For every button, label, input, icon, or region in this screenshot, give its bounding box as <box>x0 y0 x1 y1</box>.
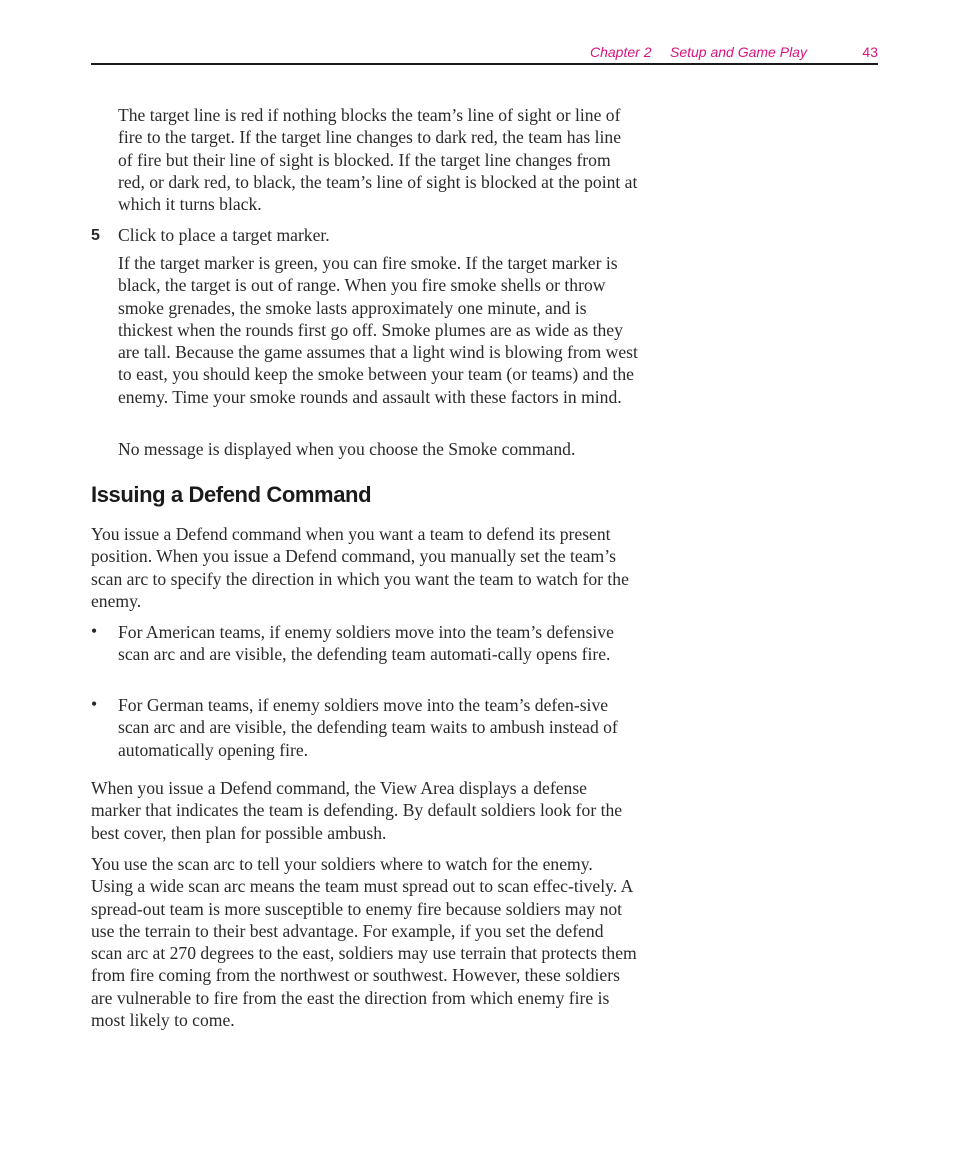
paragraph-defense-marker <box>91 777 639 844</box>
paragraph-target-marker <box>118 252 638 408</box>
paragraph-text: You use the scan arc to tell your soldiers where to watch for the enemy. Using a wide scan arc means the team must spread out to scan effec-tively. A spread-out team is more susceptible to enemy fire because soldiers may not use the terrain to their best advantage. For example, if you set the defend scan arc at 270 degrees to the east, soldiers may use terrain that protects them from fire coming from the northwest or southwest. However, these soldiers are vulnerable to fire from the east the direction from which enemy fire is most likely to come. <box>91 854 637 1031</box>
paragraph-scan-arc <box>91 853 639 1031</box>
bullet-text: For German teams, if enemy soldiers move into the team’s defen-sive scan arc and are visible, the defending team waits to ambush instead of automatically opening fire. <box>118 695 618 760</box>
paragraph-text: The target line is red if nothing blocks the team’s line of sight or line of fire to the target. If the target line changes to dark red, the team has line of fire but their line of sight is blocked. If the target line changes from red, or dark red, to black, the team’s line of sight is blocked at the point at which it turns black. <box>118 105 638 215</box>
running-header <box>91 44 878 64</box>
paragraph-target-line <box>118 104 638 215</box>
paragraph-text: You issue a Defend command when you want a team to defend its present position. When you issue a Defend command, you manually set the team’s scan arc to specify the direction in which you want the team to watch for the enemy. <box>91 524 629 611</box>
header-rule <box>91 63 878 65</box>
bullet-item-german <box>118 694 638 761</box>
paragraph-defend-intro <box>91 523 639 612</box>
header-section-title: Setup and Game Play <box>670 44 807 60</box>
bullet-item-american <box>118 621 638 666</box>
step-number: 5 <box>91 227 100 244</box>
bullet-marker: • <box>91 694 98 714</box>
step-5-instruction <box>118 224 638 246</box>
paragraph-text: When you issue a Defend command, the View Area displays a defense marker that indicates the team is defending. By default soldiers look for the best cover, then plan for possible ambush. <box>91 778 623 843</box>
bullet-marker: • <box>91 621 98 641</box>
paragraph-text: If the target marker is green, you can fire smoke. If the target marker is black, the target is out of range. When you fire smoke shells or throw smoke grenades, the smoke lasts approximately one minute, and is thickest when the rounds first go off. Smoke plumes are as wide as they are tall. Because the game assumes that a light wind is blowing from west to east, you should keep the smoke between your team (or teams) and the enemy. Time your smoke rounds and assault with these factors in mind. <box>118 253 638 407</box>
header-chapter: Chapter 2 <box>590 44 652 60</box>
page-number: 43 <box>862 44 878 60</box>
section-heading: Issuing a Defend Command <box>91 482 372 507</box>
paragraph-text: No message is displayed when you choose the Smoke command. <box>118 439 576 459</box>
step-text: Click to place a target marker. <box>118 225 330 245</box>
paragraph-no-message <box>118 438 638 460</box>
bullet-text: For American teams, if enemy soldiers move into the team’s defensive scan arc and are visible, the defending team automati-cally opens fire. <box>118 622 614 665</box>
